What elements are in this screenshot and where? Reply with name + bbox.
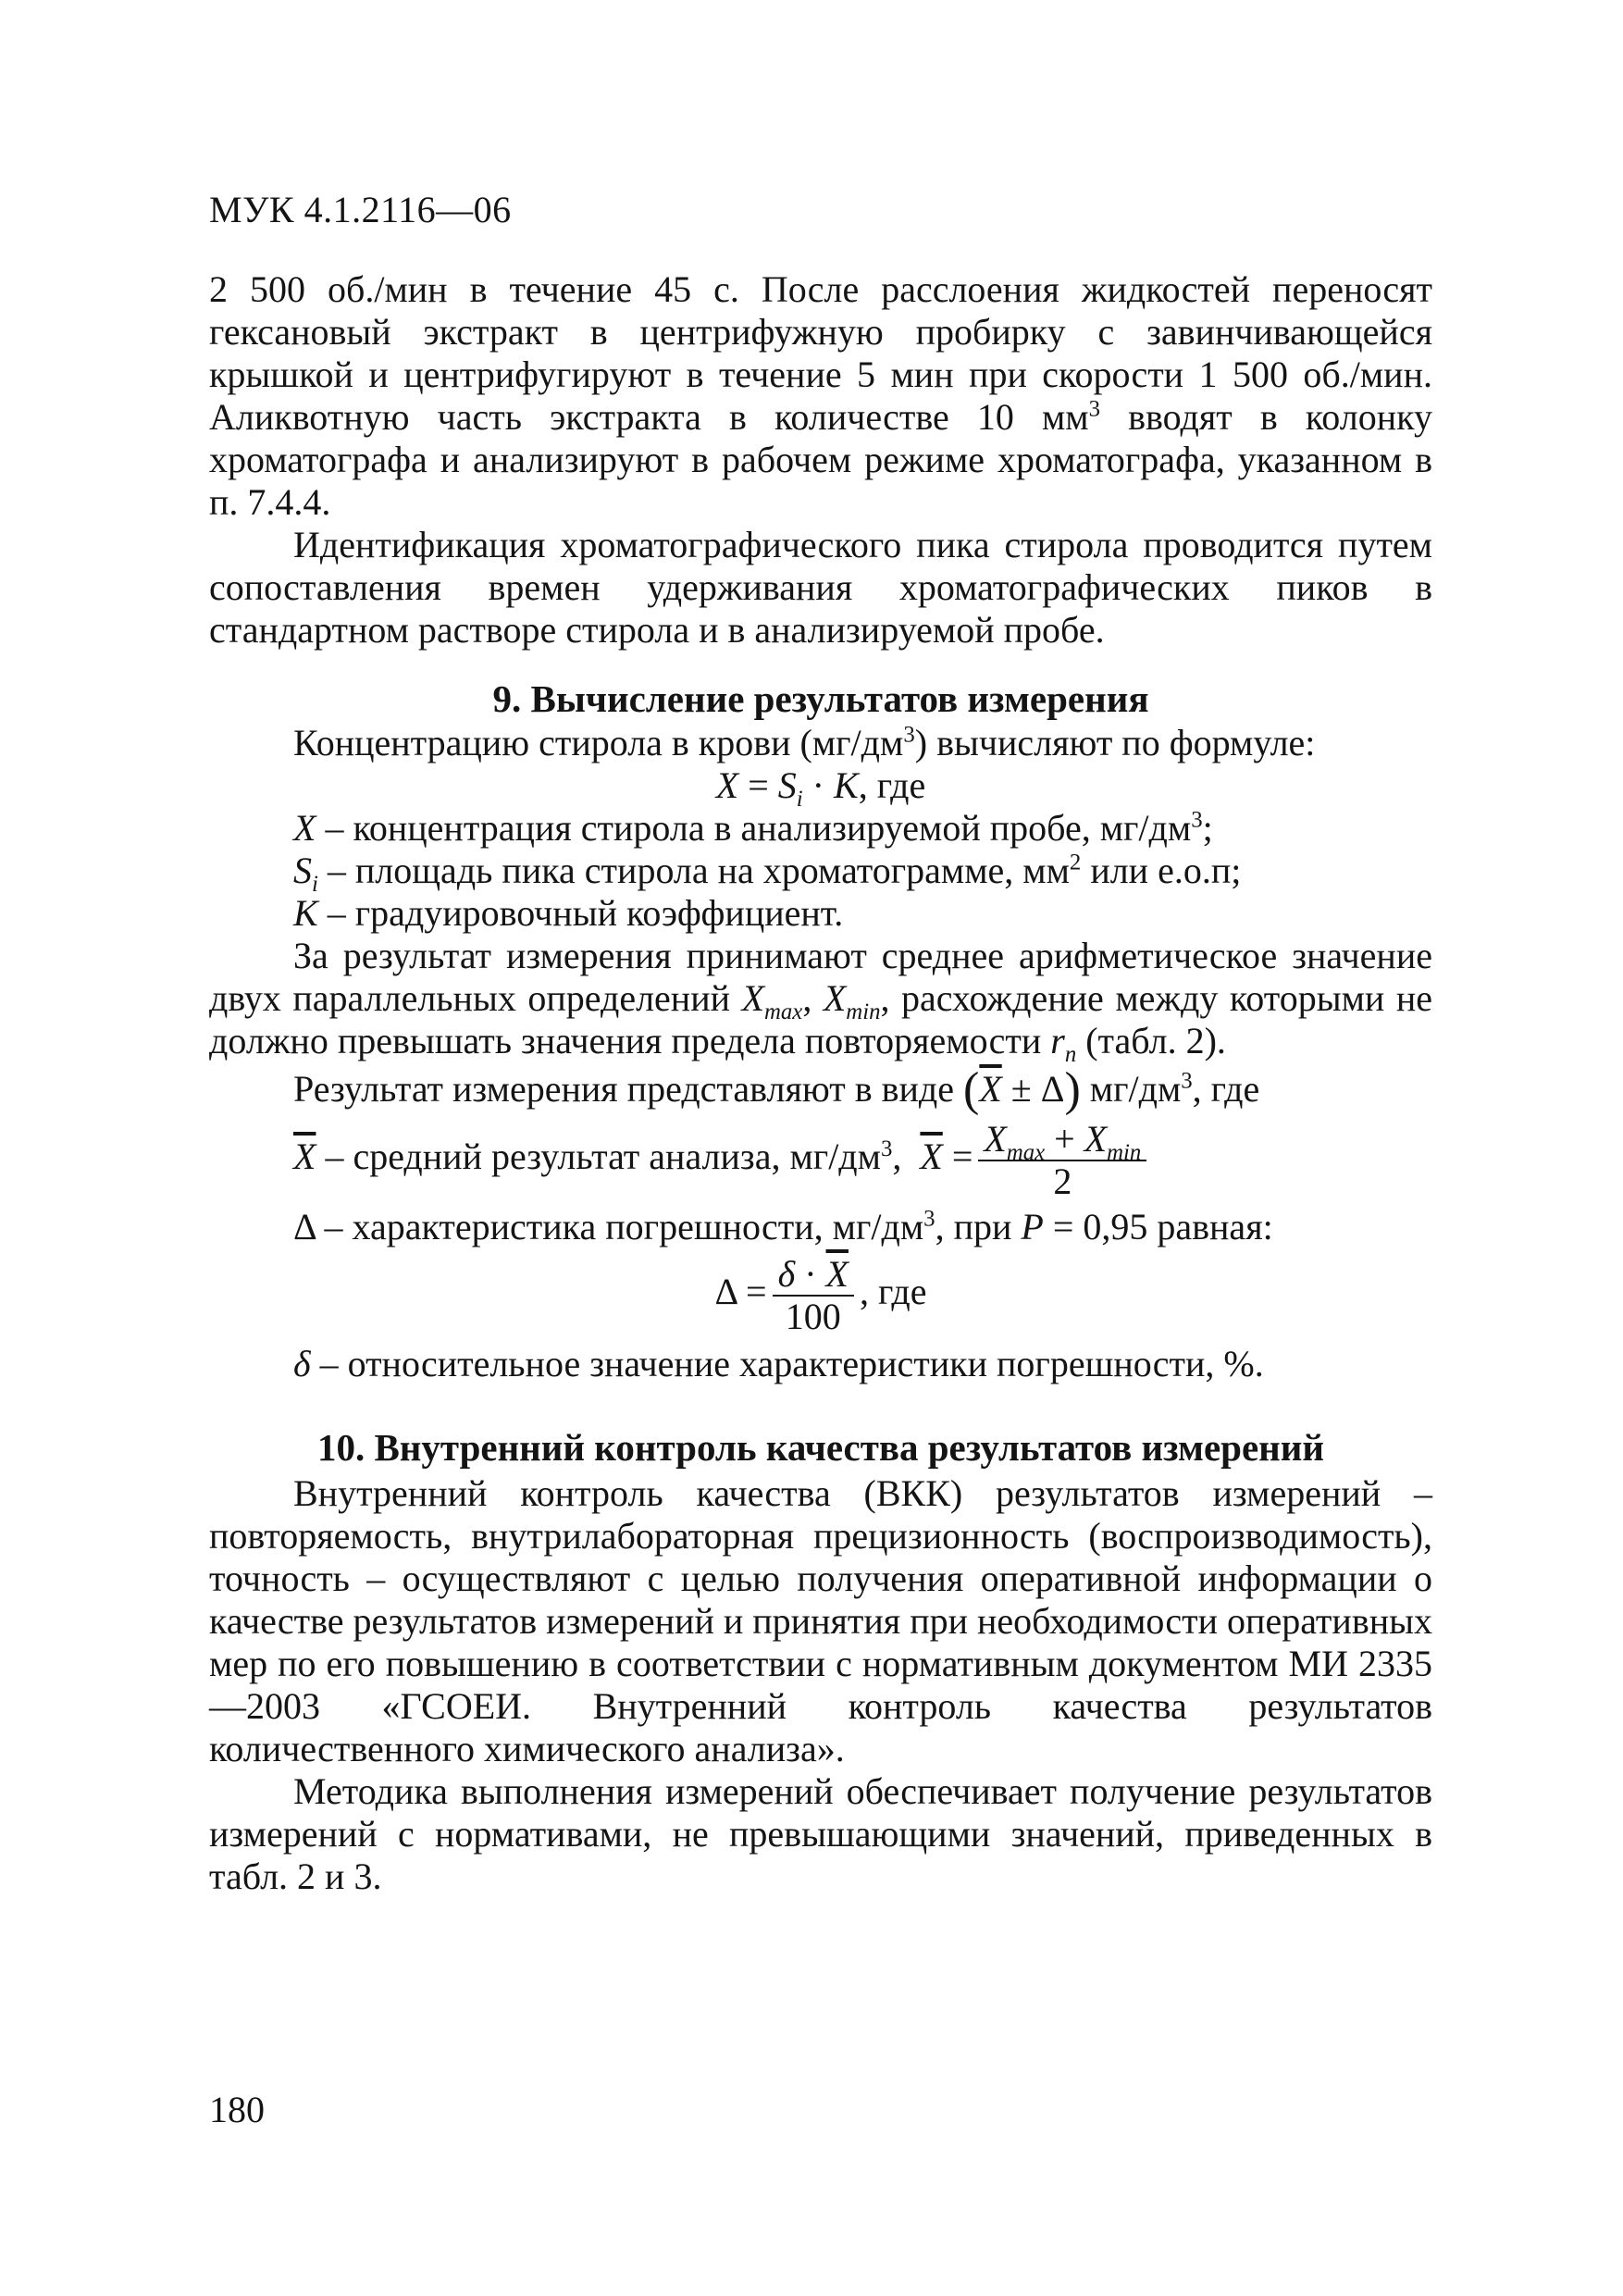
text-run: , расхождение между которыми не должно превышать значения предела повторяемости (209, 977, 1433, 1061)
intro-paragraph-1 (209, 268, 1432, 524)
formula-symbol: P (1021, 1206, 1044, 1247)
superscript: 2 (1069, 850, 1082, 875)
text-run: ; (1202, 807, 1213, 849)
text-run: , (802, 977, 824, 1019)
formula-symbol: $\overline{X}$ (979, 1068, 1002, 1110)
delta-definition-line (209, 1206, 1432, 1248)
superscript: 3 (1181, 1068, 1193, 1094)
text-run: или е.о.п; (1081, 850, 1242, 891)
subscript: min (1107, 1140, 1142, 1165)
formula-symbol: X (984, 1118, 1007, 1160)
paren: ) (1064, 1063, 1081, 1116)
superscript: 3 (903, 722, 915, 748)
text-run: вводят в колонку хроматографа и анализируют в рабочем режиме хроматографа, указанном в п. 7.4.4. (209, 396, 1432, 523)
formula-symbol: S (777, 764, 797, 806)
definition-delta (209, 1343, 1432, 1385)
formula-symbol: X (823, 977, 847, 1019)
text-run: 2 500 об./мин в течение 45 с. После расслоения жидкостей переносят гексановый экстракт в центрифужную пробирку с завинчивающейся крышкой и центрифугируют в течение 5 мин при скорости 1 500 об./мин. Аликвотную часть экстракта в количестве 10 мм (209, 268, 1432, 438)
text-run: · (795, 1253, 826, 1295)
subscript: i (796, 787, 803, 812)
formula-symbol: $\overline{X}$ (825, 1253, 849, 1295)
text-run: , где (1192, 1068, 1260, 1110)
subscript: min (846, 999, 881, 1024)
subscript: max (1006, 1140, 1046, 1165)
delta-formula (209, 1254, 1432, 1337)
text-run: · (802, 764, 834, 806)
page-content (209, 268, 1432, 1898)
subscript: max (764, 999, 803, 1024)
formula-symbol: X (741, 977, 764, 1019)
text-run: – относительное значение характеристики погрешности, %. (310, 1343, 1264, 1384)
fraction-numerator (773, 1254, 854, 1297)
text-run: Δ – характеристика погрешности, мг/дм (293, 1206, 924, 1247)
section-10-paragraph-1: Внутренний контроль качества (ВКК) результатов измерений – повторяемость, внутрилабораторная прецизионность (воспроизводимость), точность – осуществляют с целью получения оперативной информации о качестве результатов измерений и принятия при необходимости оперативных мер по его повышению в соответствии с нормативным документом МИ 2335—2003 «ГСОЕИ. Внутренний контроль качества результатов количественного химического анализа». (209, 1472, 1432, 1769)
text-run: ± Δ (1001, 1068, 1065, 1110)
text-run: , (892, 1136, 902, 1178)
delta-fraction (773, 1254, 854, 1337)
subscript: n (1064, 1042, 1077, 1067)
result-presentation-line (209, 1063, 1432, 1116)
formula-symbol: r (1050, 1020, 1065, 1061)
superscript: 3 (1088, 396, 1101, 422)
fraction-denominator: 2 (1053, 1160, 1072, 1202)
formula-symbol: $\overline{X}$ (293, 1136, 316, 1178)
formula-symbol: X (1084, 1118, 1108, 1160)
formula-symbol: S (293, 850, 312, 891)
text-run: , при (935, 1206, 1022, 1247)
result-paragraph (209, 935, 1433, 1067)
superscript: 3 (880, 1136, 893, 1161)
main-formula (209, 764, 1432, 812)
formula-symbol: δ (777, 1253, 796, 1295)
text-run: + (1045, 1118, 1084, 1160)
text-run: – концентрация стирола в анализируемой пробе, мг/дм (316, 807, 1192, 849)
formula-symbol: δ (293, 1343, 311, 1384)
superscript: 3 (1191, 807, 1203, 833)
definition-k (209, 892, 1432, 935)
text-run: – средний результат анализа, мг/дм (316, 1136, 881, 1178)
fraction-denominator: 100 (785, 1296, 841, 1337)
formula-symbol: K (293, 892, 318, 934)
subscript: i (312, 872, 318, 897)
page-number: 180 (209, 2089, 265, 2130)
paren: ( (962, 1063, 980, 1116)
formula-symbol: X (293, 807, 316, 849)
text-run: Результат измерения представляют в виде (293, 1068, 963, 1110)
text-run: За результат измерения принимают среднее арифметическое значение двух параллельных определений (209, 935, 1432, 1019)
section-10-paragraph-2: Методика выполнения измерений обеспечивает получение результатов измерений с нормативами, не превышающими значений, приведенных в табл. 2 и 3. (209, 1770, 1432, 1897)
text-run: ) вычисляют по формуле: (914, 722, 1316, 763)
formula-symbol: K (834, 764, 859, 806)
text-run: = (942, 1136, 973, 1178)
formula-symbol: $\overline{X}$ (920, 1136, 943, 1178)
text-run: Концентрацию стирола в крови (мг/дм (293, 722, 904, 763)
formula-intro (209, 722, 1432, 764)
definition-x (209, 807, 1432, 850)
fraction-numerator (978, 1118, 1146, 1165)
intro-paragraph-2: Идентификация хроматографического пика стирола проводится путем сопоставления времен удерживания хроматографических пиков в стандартном растворе стирола и в анализируемой пробе. (209, 524, 1432, 651)
definition-s (209, 850, 1432, 897)
text-run: – градуировочный коэффициент. (317, 892, 844, 934)
superscript: 3 (923, 1206, 935, 1232)
text-run: = (738, 764, 778, 806)
text-run: – площадь пика стирола на хроматограмме, мм (317, 850, 1070, 891)
text-run: = 0,95 равная: (1043, 1206, 1273, 1247)
formula-symbol: X (715, 764, 739, 806)
text-run: , где (858, 764, 926, 806)
text-run: , где (859, 1271, 927, 1313)
section-10-title: 10. Внутренний контроль качества результатов измерений (316, 1426, 1325, 1469)
text-run: (табл. 2). (1076, 1020, 1226, 1061)
mean-fraction (978, 1119, 1146, 1202)
text-run: мг/дм (1080, 1068, 1182, 1110)
mean-definition-line (209, 1119, 1432, 1202)
section-9-title: 9. Вычисление результатов измерения (492, 677, 1149, 720)
text-run: Δ = (714, 1271, 767, 1313)
document-code-header: МУК 4.1.2116—06 (209, 189, 512, 230)
